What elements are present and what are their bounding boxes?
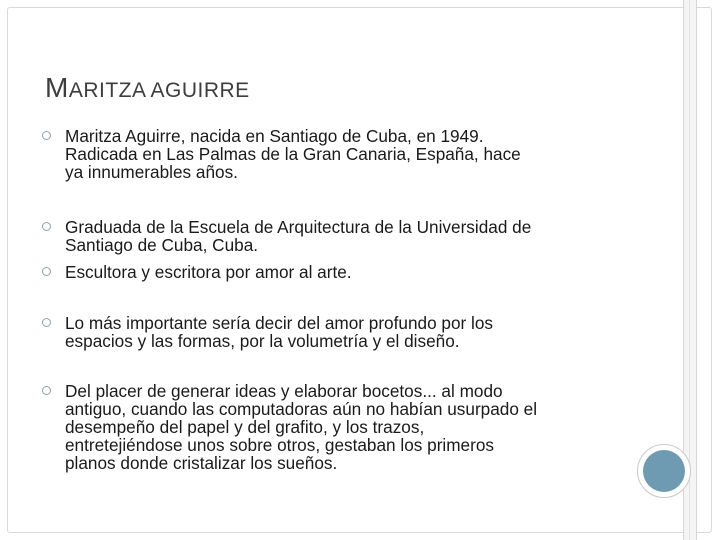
bullet-text: Lo más importante sería decir del amor profundo por los espacios y las formas, por la volumetría y el diseño. (65, 313, 493, 351)
slide-title (45, 72, 250, 104)
bullet-ring-icon (42, 267, 51, 276)
slide-title-initial: M (45, 72, 69, 103)
bullet-text: Maritza Aguirre, nacida en Santiago de Cuba, en 1949. Radicada en Las Palmas de la Gran Canaria, España, hace ya innumerables años. (65, 126, 521, 182)
decorative-circle-icon (643, 450, 685, 492)
bullet-ring-icon (42, 318, 51, 327)
bullet-ring-icon (42, 131, 51, 140)
bullet-text: Del placer de generar ideas y elaborar bocetos... al modo antiguo, cuando las computadoras aún no habían usurpado el desempeño del papel y del grafito, y los trazos, entretejiéndose unos sobre otros, gestaban los primeros planos donde cristalizar los sueños. (65, 381, 538, 473)
bullet-ring-icon (42, 222, 51, 231)
slide-title-rest: ARITZA AGUIRRE (68, 79, 250, 102)
bullet-ring-icon (42, 386, 51, 395)
bullet-text: Escultora y escritora por amor al arte. (65, 262, 352, 282)
bullet-text: Graduada de la Escuela de Arquitectura de la Universidad de Santiago de Cuba, Cuba. (65, 217, 532, 255)
decorative-strip-line (689, 0, 690, 540)
